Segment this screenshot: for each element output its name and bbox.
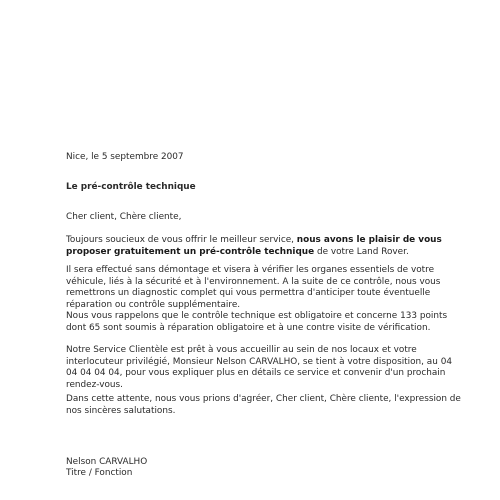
- paragraph-closing: Dans cette attente, nous vous prions d'agréer, Cher client, Chère cliente, l'expression de nos sincères salutations.: [66, 394, 461, 416]
- paragraph-offer-end: de votre Land Rover.: [314, 246, 409, 257]
- signature-name: Nelson CARVALHO: [66, 457, 148, 467]
- signature-title: Titre / Fonction: [66, 468, 133, 478]
- paragraph-reminder: Nous vous rappelons que le contrôle technique est obligatoire et concerne 133 points dont 65 sont soumis à réparation obligatoire et à une contre visite de vérification.: [66, 311, 448, 333]
- letter-subject: Le pré-contrôle technique: [66, 182, 196, 192]
- paragraph-contact: Notre Service Clientèle est prêt à vous accueillir au sein de nos locaux et votre interlocuteur privilégié, Monsieur Nelson CARVALHO, se tient à votre disposition, au 04 04 04 04 04, pour vous expliquer plus en détails ce service et convenir d'un prochain rendez-vous.: [66, 345, 452, 390]
- letter-date: Nice, le 5 septembre 2007: [66, 152, 184, 162]
- paragraph-offer-intro: Toujours soucieux de vous offrir le meilleur service,: [66, 235, 297, 245]
- paragraph-offer: [66, 235, 466, 258]
- paragraph-details: Il sera effectué sans démontage et visera à vérifier les organes essentiels de votre véhicule, liés à la sécurité et à l'environnement. A la suite de ce contrôle, nous vous remettrons un diagnostic complet qui vous permettra d'anticiper toute éventuelle réparation ou contrôle supplémentaire.: [66, 265, 441, 310]
- letter-salutation: Cher client, Chère cliente,: [66, 212, 182, 222]
- paragraph-offer-highlight: nous avons le plaisir de vous proposer gratuitement un pré-contrôle technique: [66, 235, 442, 257]
